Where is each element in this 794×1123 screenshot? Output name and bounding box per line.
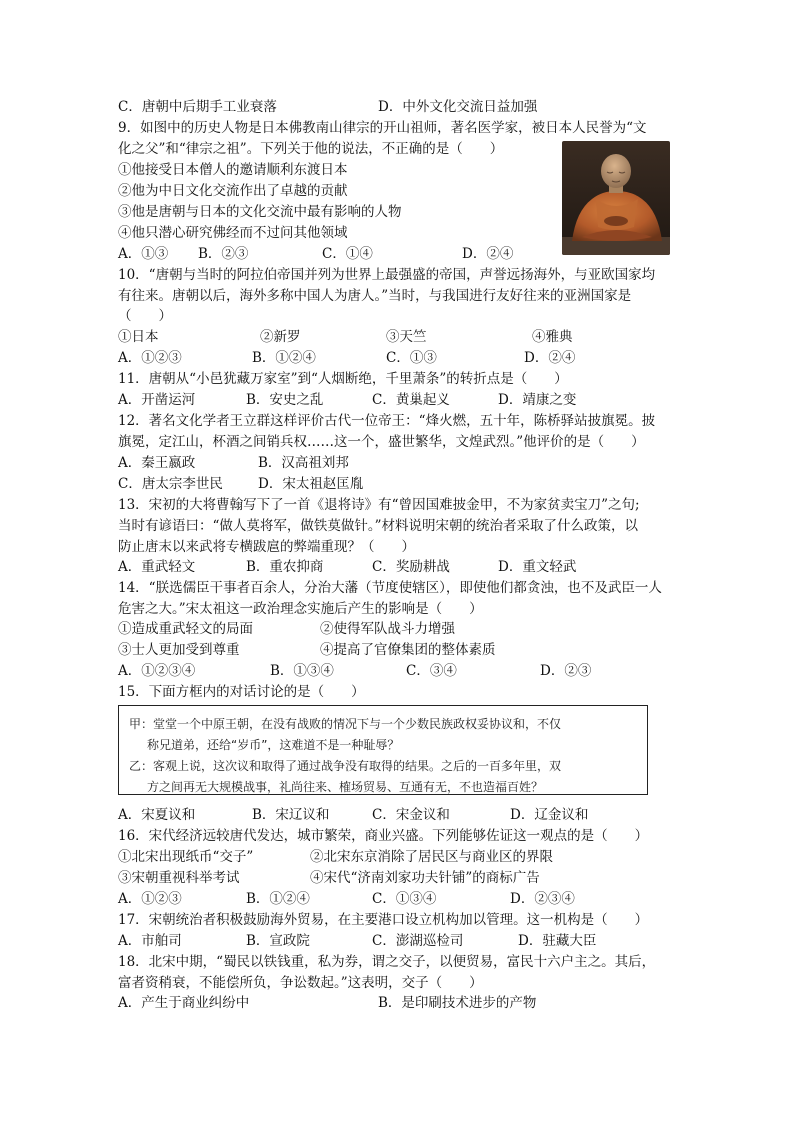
q14-option-b: B．①③④ bbox=[270, 663, 334, 679]
q13-stem-line2: 当时有谚语曰：“做人莫将军，做铁莫做针。”材料说明宋朝的统治者采取了什么政策，以 bbox=[118, 518, 639, 534]
q15-option-b: B．宋辽议和 bbox=[252, 807, 330, 823]
q18-option-b: B．是印刷技术进步的产物 bbox=[378, 995, 537, 1011]
q8-option-c: C．唐朝中后期手工业衰落 bbox=[118, 99, 277, 115]
q18-stem-line2: 富者资稍衰，不能偿所负，争讼数起。”这表明，交子（ ） bbox=[118, 975, 483, 991]
q9-option-b: B．②③ bbox=[198, 246, 249, 262]
q15-dialogue-yi-line1: 乙：客观上说，这次议和取得了通过战争没有取得的结果。之后的一百多年里，双 bbox=[129, 759, 562, 773]
q18-option-a: A．产生于商业纠纷中 bbox=[118, 995, 250, 1011]
q9-stem-line2: 化之父”和“律宗之祖”。下列关于他的说法，不正确的是（ ） bbox=[118, 141, 504, 157]
q14-item-3: ③士人更加受到尊重 bbox=[118, 642, 240, 658]
q14-option-d: D．②③ bbox=[540, 663, 592, 679]
q10-item-1: ①日本 bbox=[118, 329, 159, 345]
q12-stem-line1: 12．著名文化学者王立群这样评价古代一位帝王：“烽火燃，五十年，陈桥驿站披旗冕。披 bbox=[118, 413, 656, 429]
q11-option-d: D．靖康之变 bbox=[498, 392, 577, 408]
q14-stem-line2: 危害之大。”宋太祖这一政治理念实施后产生的影响是（ ） bbox=[118, 601, 483, 617]
q10-option-c: C．①③ bbox=[386, 350, 437, 366]
q12-option-b: B．汉高祖刘邦 bbox=[258, 455, 349, 471]
q14-item-1: ①造成重武轻文的局面 bbox=[118, 621, 253, 637]
q11-stem-line1: 11．唐朝从“小邑犹藏万家室”到“人烟断绝，千里萧条”的转折点是（ ） bbox=[118, 371, 568, 387]
q9-option-a: A．①③ bbox=[118, 246, 169, 262]
q9-item-4: ④他只潜心研究佛经而不过问其他领域 bbox=[118, 225, 348, 241]
q17-stem-line1: 17．宋朝统治者积极鼓励海外贸易，在主要港口设立机构加以管理。这一机构是（ ） bbox=[118, 912, 649, 928]
q9-stem-line1: 9．如图中的历史人物是日本佛教南山律宗的开山祖师，著名医学家，被日本人民誉为“文 bbox=[118, 120, 647, 136]
q10-item-4: ④雅典 bbox=[532, 329, 573, 345]
q14-stem-line1: 14．“朕选儒臣干事者百余人，分治大藩（节度使辖区），即使他们都贪浊，也不及武臣一人 bbox=[118, 580, 662, 596]
q11-option-b: B．安史之乱 bbox=[246, 392, 324, 408]
q9-option-d: D．②④ bbox=[462, 246, 514, 262]
q15-dialogue-jia-line1: 甲：堂堂一个中原王朝，在没有战败的情况下与一个少数民族政权妥协议和，不仅 bbox=[129, 717, 562, 731]
q10-item-2: ②新罗 bbox=[260, 329, 301, 345]
q13-option-d: D．重文轻武 bbox=[498, 559, 577, 575]
q10-option-a: A．①②③ bbox=[118, 350, 182, 366]
q17-option-b: B．宣政院 bbox=[246, 933, 310, 949]
q9-item-2: ②他为中日文化交流作出了卓越的贡献 bbox=[118, 183, 348, 199]
q14-option-a: A．①②③④ bbox=[118, 663, 196, 679]
q16-option-b: B．①②④ bbox=[246, 891, 310, 907]
q13-option-c: C．奖励耕战 bbox=[372, 559, 450, 575]
q15-option-c: C．宋金议和 bbox=[372, 807, 450, 823]
q10-stem-line3: （ ） bbox=[118, 308, 172, 324]
q9-item-1: ①他接受日本僧人的邀请顺利东渡日本 bbox=[118, 162, 348, 178]
q14-option-c: C．③④ bbox=[406, 663, 457, 679]
q10-option-d: D．②④ bbox=[524, 350, 576, 366]
q18-stem-line1: 18．北宋中期，“蜀民以铁钱重，私为券，谓之交子，以便贸易，富民十六户主之。其后， bbox=[118, 954, 656, 970]
q10-stem-line1: 10．“唐朝与当时的阿拉伯帝国并列为世界上最强盛的帝国，声誉远扬海外，与亚欧国家均 bbox=[118, 267, 656, 283]
q17-option-c: C．澎湖巡检司 bbox=[372, 933, 464, 949]
q12-option-a: A．秦王嬴政 bbox=[118, 455, 196, 471]
q11-option-a: A．开凿运河 bbox=[118, 392, 196, 408]
q12-option-d: D．宋太祖赵匡胤 bbox=[258, 476, 364, 492]
q15-option-a: A．宋夏议和 bbox=[118, 807, 196, 823]
q15-stem-line1: 15．下面方框内的对话讨论的是（ ） bbox=[118, 684, 365, 700]
q12-stem-line2: 旗冕，定江山，杯酒之间销兵权……这一个，盛世繁华，文煌武烈。”他评价的是（ ） bbox=[118, 434, 645, 450]
q16-option-a: A．①②③ bbox=[118, 891, 182, 907]
q13-stem-line1: 13．宋初的大将曹翰写下了一首《退将诗》有“曾因国难披金甲，不为家贫卖宝刀”之句; bbox=[118, 497, 640, 513]
q10-option-b: B．①②④ bbox=[252, 350, 316, 366]
q16-item-2: ②北宋东京消除了居民区与商业区的界限 bbox=[310, 849, 553, 865]
q15-dialogue-jia-line2: 称兄道弟，还给“岁币”，这难道不是一种耻辱？ bbox=[147, 738, 400, 752]
monk-statue-photo bbox=[562, 141, 670, 255]
q11-option-c: C．黄巢起义 bbox=[372, 392, 450, 408]
q8-option-d: D．中外文化交流日益加强 bbox=[378, 99, 538, 115]
q13-stem-line3: 防止唐末以来武将专横跋扈的弊端重现？（ ） bbox=[118, 539, 415, 555]
q16-option-c: C．①③④ bbox=[372, 891, 437, 907]
q15-option-d: D．辽金议和 bbox=[510, 807, 589, 823]
q10-item-3: ③天竺 bbox=[386, 329, 427, 345]
q16-stem-line1: 16．宋代经济远较唐代发达，城市繁荣，商业兴盛。下列能够佐证这一观点的是（ ） bbox=[118, 828, 649, 844]
q14-item-2: ②使得军队战斗力增强 bbox=[320, 621, 455, 637]
q9-option-c: C．①④ bbox=[322, 246, 373, 262]
q16-item-4: ④宋代“济南刘家功夫针铺”的商标广告 bbox=[310, 870, 540, 886]
q17-option-d: D．驻藏大臣 bbox=[518, 933, 597, 949]
q9-item-3: ③他是唐朝与日本的文化交流中最有影响的人物 bbox=[118, 204, 402, 220]
q16-item-3: ③宋朝重视科举考试 bbox=[118, 870, 240, 886]
q15-dialogue-yi-line2: 方之间再无大规模战事，礼尚往来、榷场贸易、互通有无，不也造福百姓？ bbox=[147, 780, 544, 794]
q13-option-b: B．重农抑商 bbox=[246, 559, 324, 575]
q10-stem-line2: 有往来。唐朝以后，海外多称中国人为唐人。”当时，与我国进行友好往来的亚洲国家是 bbox=[118, 288, 632, 304]
q15-dialogue-box bbox=[118, 705, 648, 795]
q14-item-4: ④提高了官僚集团的整体素质 bbox=[320, 642, 496, 658]
q16-option-d: D．②③④ bbox=[510, 891, 575, 907]
q13-option-a: A．重武轻文 bbox=[118, 559, 196, 575]
q17-option-a: A．市舶司 bbox=[118, 933, 182, 949]
q16-item-1: ①北宋出现纸币“交子” bbox=[118, 849, 254, 865]
q12-option-c: C．唐太宗李世民 bbox=[118, 476, 223, 492]
